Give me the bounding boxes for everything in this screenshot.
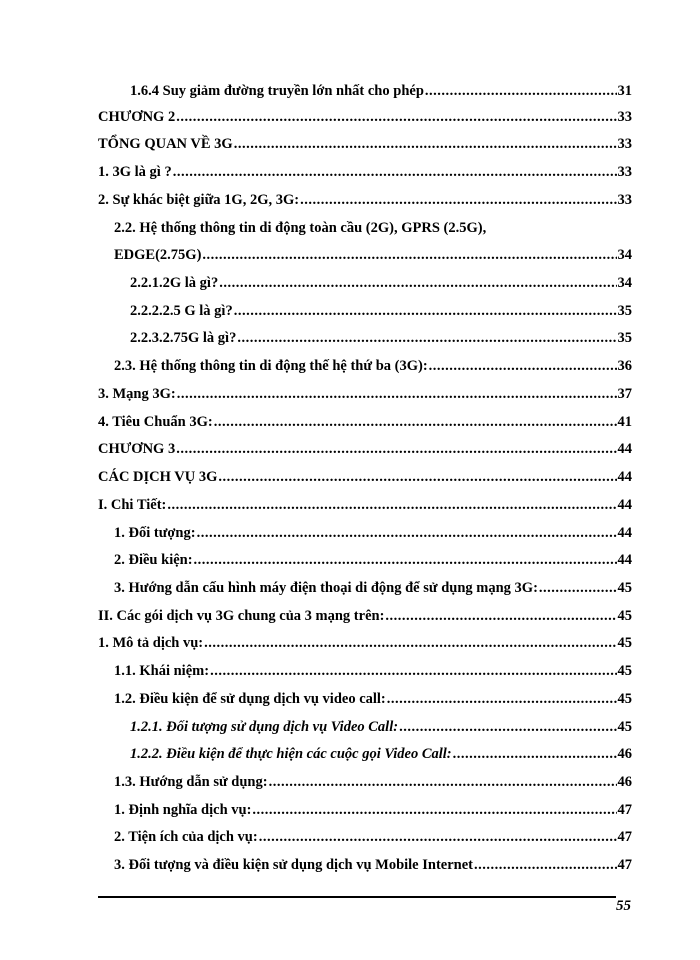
toc-entry-title: 1.6.4 Suy giảm đường truyền lớn nhất cho phép (130, 83, 424, 99)
dot-leader (539, 579, 617, 597)
toc-entry-title: CHƯƠNG 2 (98, 109, 176, 125)
dot-leader (218, 468, 616, 486)
dot-leader (202, 246, 616, 264)
dot-leader (234, 135, 617, 153)
dot-leader (214, 413, 617, 431)
toc-entry-title: 3. Đối tượng và điều kiện sử dụng dịch vụ Mobile Internet (114, 857, 473, 873)
dot-leader (387, 690, 617, 708)
toc-entry-page: 45 (617, 580, 632, 596)
toc-entry[interactable] (114, 524, 632, 542)
toc-entry[interactable] (130, 302, 632, 320)
toc-entry-title: 2. Điều kiện: (114, 552, 193, 568)
toc-entry-page: 45 (617, 691, 632, 707)
toc-entry[interactable] (114, 246, 632, 264)
toc-entry[interactable] (98, 385, 632, 403)
dot-leader (219, 274, 616, 292)
toc-entry-title: EDGE(2.75G) (114, 247, 202, 263)
toc-entry-title: 1.2. Điều kiện để sử dụng dịch vụ video call: (114, 691, 386, 707)
toc-entry[interactable] (98, 108, 632, 126)
toc-entry-title: CÁC DỊCH VỤ 3G (98, 469, 218, 485)
toc-entry[interactable] (114, 690, 632, 708)
dot-leader (210, 662, 616, 680)
toc-entry[interactable] (98, 440, 632, 458)
toc-entry-title: 3. Hướng dẫn cấu hình máy điện thoại di động để sử dụng mạng 3G: (114, 580, 538, 596)
dot-leader (429, 357, 617, 375)
dot-leader (173, 163, 617, 181)
dot-leader (300, 191, 616, 209)
toc-entry-title: 1. Đối tượng: (114, 525, 196, 541)
toc-entry[interactable] (98, 634, 632, 652)
toc-entry-page: 33 (617, 136, 632, 152)
toc-entry[interactable] (114, 856, 632, 874)
toc-entry[interactable] (98, 163, 632, 181)
toc-entry-page: 46 (617, 746, 632, 762)
toc-entry[interactable] (130, 82, 632, 100)
toc-entry-page: 44 (617, 552, 632, 568)
toc-entry-page: 47 (617, 857, 632, 873)
dot-leader (237, 329, 616, 347)
toc-entry-title: 3. Mạng 3G: (98, 386, 176, 402)
toc-entry-page: 47 (617, 802, 632, 818)
toc-entry-title: 1. Định nghĩa dịch vụ: (114, 802, 252, 818)
toc-entry-title: 2. Sự khác biệt giữa 1G, 2G, 3G: (98, 192, 300, 208)
dot-leader (176, 108, 616, 126)
toc-entry-page: 35 (617, 303, 632, 319)
dot-leader (425, 82, 617, 100)
toc-entry[interactable] (114, 773, 632, 791)
dot-leader (269, 773, 617, 791)
toc-entry-title: 1.2.1. Đối tượng sử dụng dịch vụ Video Call: (130, 719, 399, 735)
dot-leader (453, 745, 617, 763)
toc-entry[interactable] (114, 801, 632, 819)
toc-entry-page: 33 (617, 109, 632, 125)
toc-entry-page: 35 (617, 330, 632, 346)
dot-leader (177, 385, 617, 403)
toc-entry[interactable] (98, 607, 632, 625)
toc-entry-page: 44 (617, 525, 632, 541)
toc-entry[interactable] (130, 274, 632, 292)
toc-entry-number: 2.2.2. (130, 303, 163, 319)
toc-entry-title: 2G là gì? (162, 275, 219, 291)
dot-leader (197, 524, 617, 542)
toc-entry[interactable] (114, 219, 632, 237)
toc-entry-page: 41 (617, 414, 632, 430)
footer-rule (98, 896, 616, 898)
toc-entry-page: 37 (617, 386, 632, 402)
toc-entry[interactable] (114, 357, 632, 375)
dot-leader (204, 634, 616, 652)
toc-entry-title: I. Chi Tiết: (98, 497, 167, 513)
toc-entry-page: 44 (617, 469, 632, 485)
toc-entry[interactable] (130, 745, 632, 763)
toc-entry-title: 4. Tiêu Chuẩn 3G: (98, 414, 213, 430)
toc-entry-page: 45 (617, 719, 632, 735)
toc-entry-title: 1. Mô tả dịch vụ: (98, 635, 204, 651)
toc-entry-title: 1.2.2. Điều kiện để thực hiện các cuộc gọi Video Call: (130, 746, 452, 762)
toc-entry-title: TỔNG QUAN VỀ 3G (98, 136, 233, 152)
toc-entry-title: II. Các gói dịch vụ 3G chung của 3 mạng trên: (98, 608, 385, 624)
dot-leader (385, 607, 616, 625)
toc-entry-page: 31 (617, 83, 632, 99)
footer-page-number: 55 (616, 898, 631, 914)
toc-entry-page: 46 (617, 774, 632, 790)
toc-entry-title: 1.1. Khái niệm: (114, 663, 210, 679)
toc-entry-page: 47 (617, 829, 632, 845)
toc-entry-title: 2.3. Hệ thống thông tin di động thế hệ thứ ba (3G): (114, 358, 428, 374)
dot-leader (167, 496, 616, 514)
dot-leader (259, 828, 617, 846)
toc-entry[interactable] (114, 662, 632, 680)
dot-leader (474, 856, 617, 874)
toc-entry-page: 34 (617, 275, 632, 291)
dot-leader (194, 551, 617, 569)
toc-entry-number: 2.2.1. (130, 275, 163, 291)
toc-entry-title: 1.3. Hướng dẫn sử dụng: (114, 774, 268, 790)
toc-entry[interactable] (130, 329, 632, 347)
toc-entry-page: 44 (617, 497, 632, 513)
toc-entry-title: 2.2. Hệ thống thông tin di động toàn cầu (2G), GPRS (2.5G), (114, 220, 487, 236)
toc-entry-page: 45 (617, 635, 632, 651)
toc-entry[interactable] (98, 191, 632, 209)
toc-entry[interactable] (114, 828, 632, 846)
toc-entry-title: 2.5 G là gì? (162, 303, 233, 319)
toc-entry-page: 45 (617, 663, 632, 679)
toc-entry-title: 1. 3G là gì ? (98, 164, 172, 180)
toc-entry[interactable] (98, 413, 632, 431)
toc-entry[interactable] (114, 551, 632, 569)
toc-entry-page: 45 (617, 608, 632, 624)
dot-leader (176, 440, 616, 458)
toc-entry-number: 2.2.3. (130, 330, 163, 346)
toc-entry[interactable] (98, 496, 632, 514)
toc-entry[interactable] (98, 135, 632, 153)
dot-leader (252, 801, 616, 819)
dot-leader (399, 718, 616, 736)
toc-entry-title: 2.75G là gì? (162, 330, 237, 346)
toc-entry-page: 34 (617, 247, 632, 263)
toc-entry-page: 33 (617, 192, 632, 208)
dot-leader (234, 302, 617, 320)
toc-entry[interactable] (98, 468, 632, 486)
toc-entry[interactable] (130, 718, 632, 736)
toc-entry-page: 36 (617, 358, 632, 374)
toc-entry-title: 2. Tiện ích của dịch vụ: (114, 829, 258, 845)
toc-entry[interactable] (114, 579, 632, 597)
toc-entry-page: 33 (617, 164, 632, 180)
toc-entry-page: 44 (617, 441, 632, 457)
toc-entry-title: CHƯƠNG 3 (98, 441, 176, 457)
